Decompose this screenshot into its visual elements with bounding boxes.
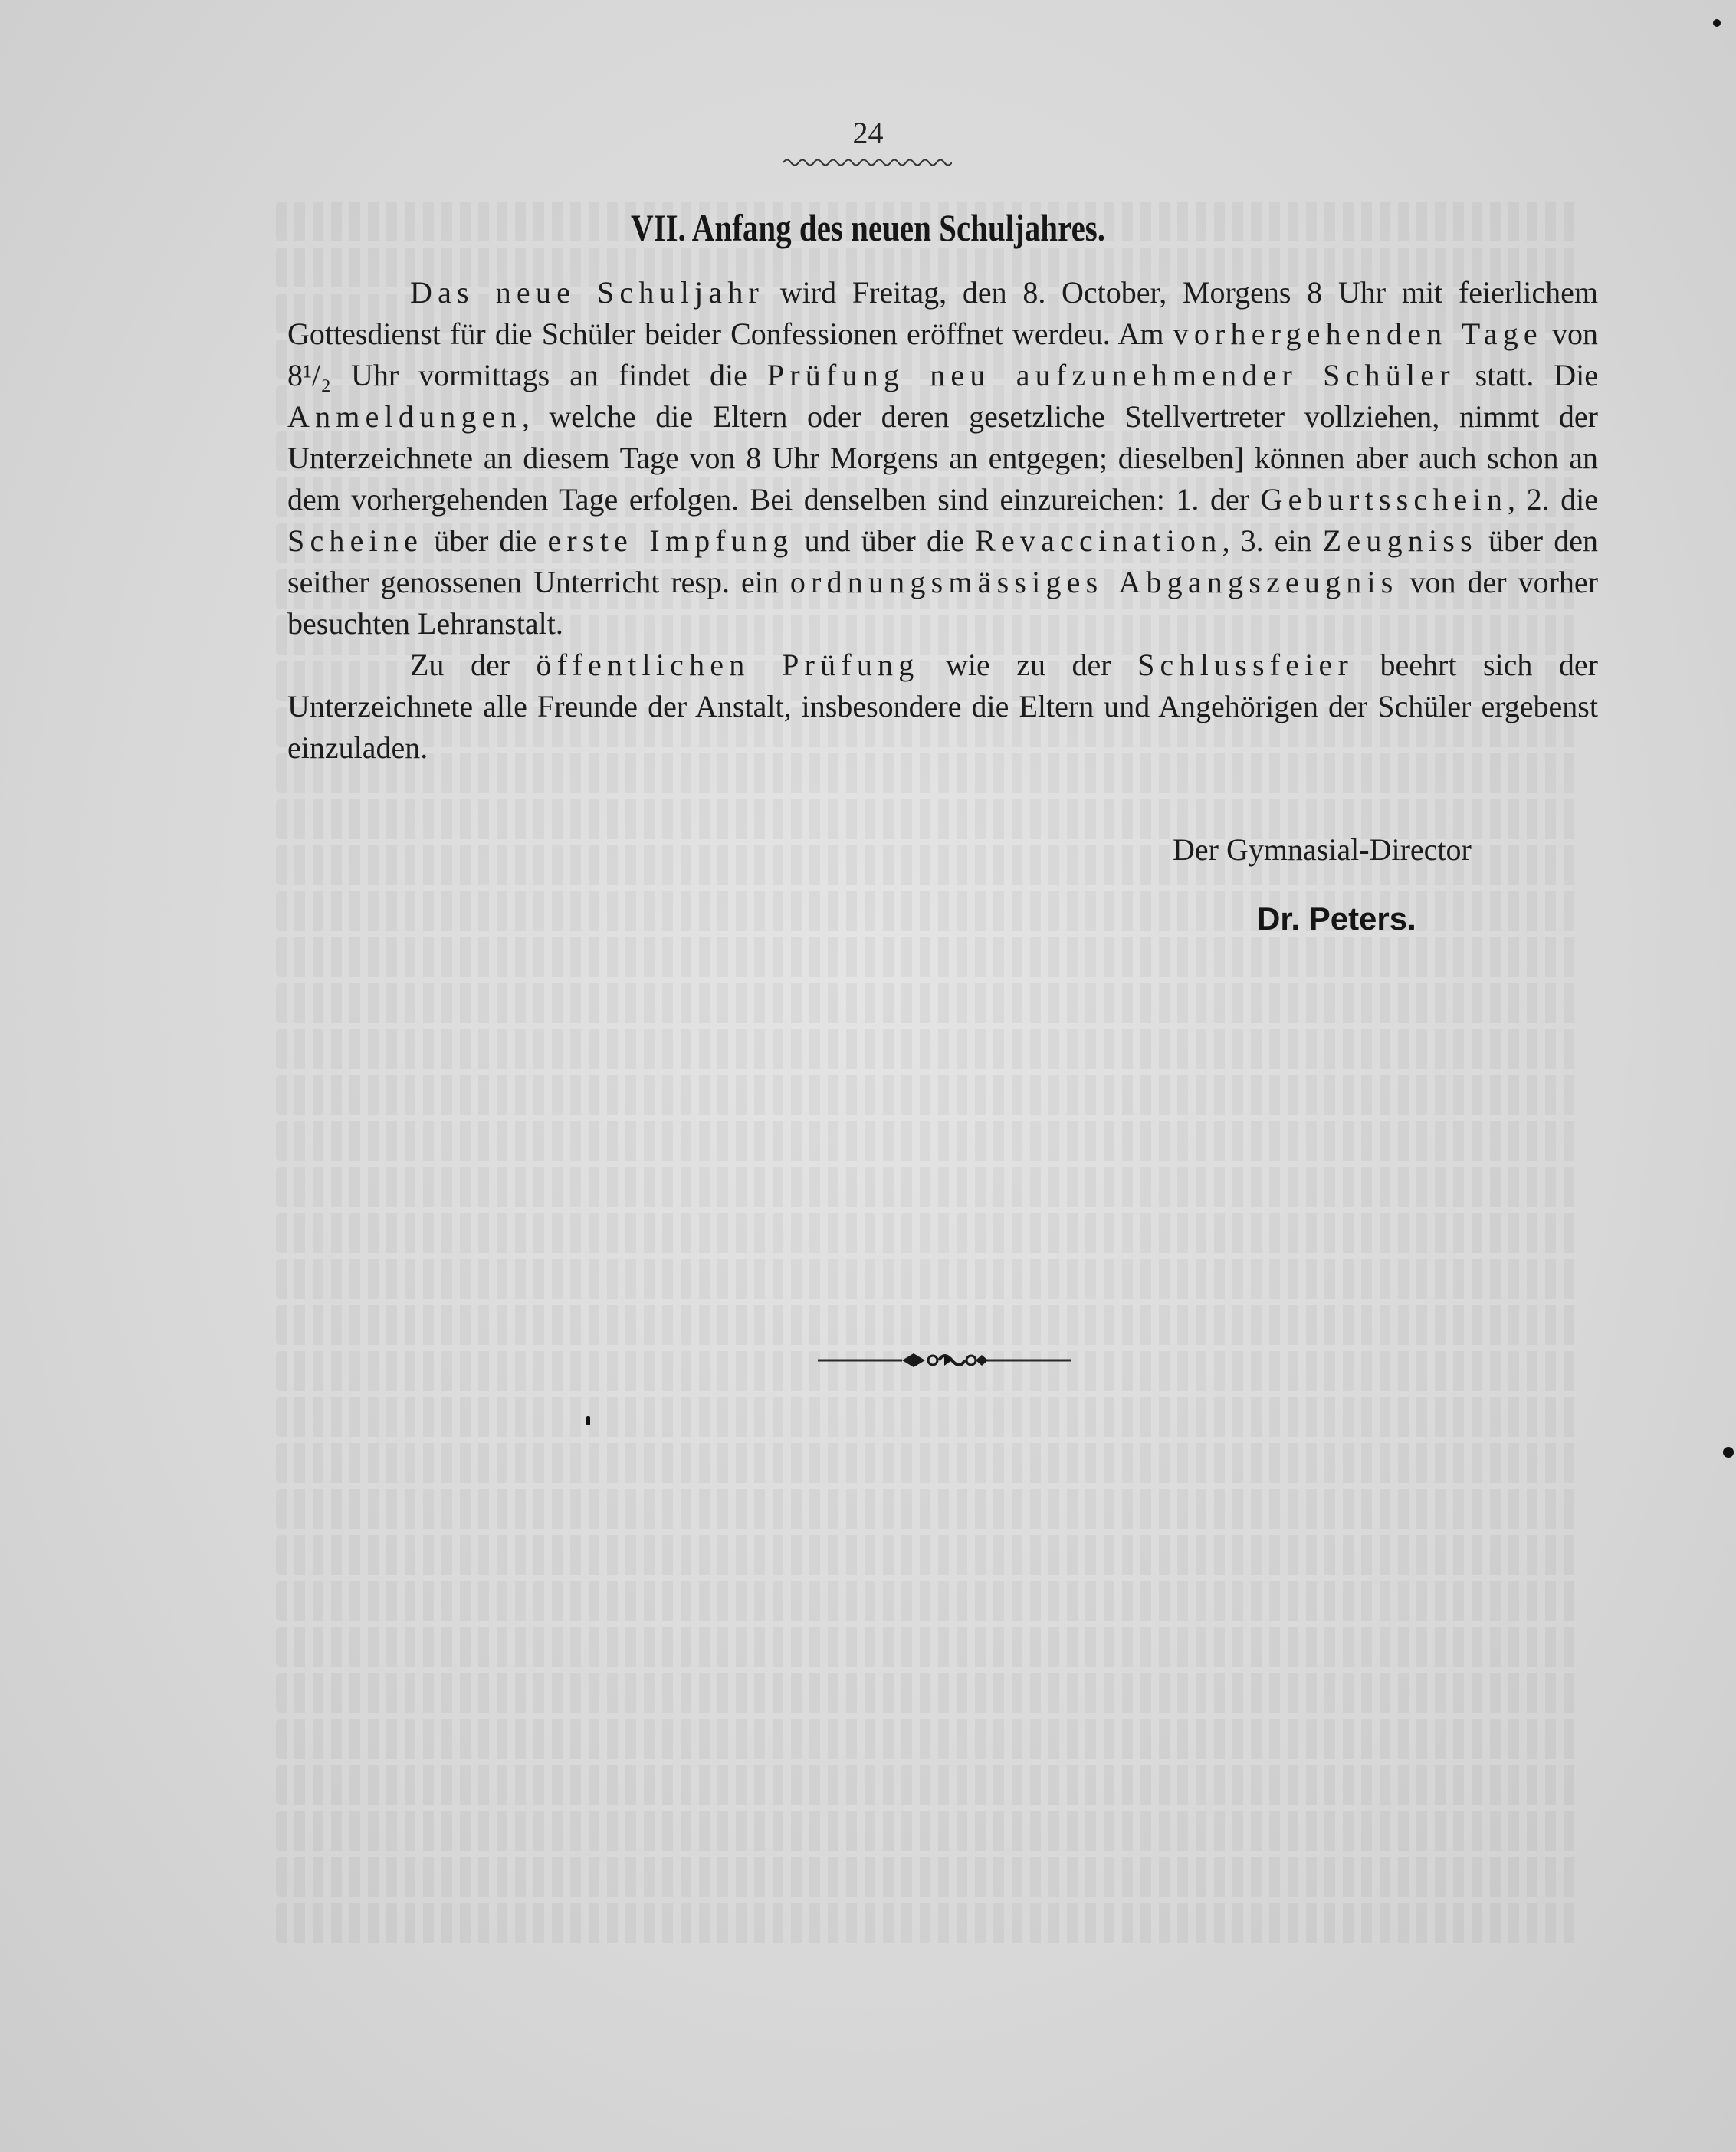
text-span: Scheine [287,523,424,558]
speck-mark [1723,1447,1734,1458]
text-span: erste Impfung [547,523,794,558]
text-span: öffentlichen Prüfung [536,648,920,682]
section-title: VII. Anfang des neuen Schuljahres. [631,206,1105,249]
text-span: , 3. ein [1222,523,1323,558]
text-span: wird Freitag, den 8. October, Morgens 8 Uhr mit feierlichem Gottesdienst für die Schüler beider Confessionen eröffnet werdeu. Am [287,275,1598,351]
signature-name: Dr. Peters. [1257,900,1416,937]
text-span: von der vorher besuchten Lehranstalt. [287,565,1599,641]
ornamental-divider [818,1349,1071,1372]
text-span: und über die [793,523,976,558]
wavy-rule-decoration [783,157,952,168]
paragraph-school-year [287,272,1598,645]
speck-mark [1713,19,1721,27]
page-number: 24 [852,116,884,150]
text-span: Revaccination [975,523,1222,558]
text-span: Geburtsschein [1260,482,1508,517]
text-span: , 2. die [1508,482,1598,517]
text-span: beehrt sich der Unterzeichnete alle Freunde der Anstalt, insbesondere die Eltern und Angehörigen der Schüler ergebenst einzuladen. [287,648,1598,765]
text-span: Zu der [410,648,537,682]
text-span: über den seither genossenen Unterricht resp. ein [287,523,1598,599]
paragraph-invitation [287,645,1598,769]
text-span: von 8¹/₂ Uhr vormittags an findet die [287,317,1598,392]
text-span: Schlussfeier [1137,648,1354,682]
text-span: statt. Die [1455,358,1598,392]
text-span: Zeugniss [1322,523,1478,558]
signature-title: Der Gymnasial-Director [1173,832,1472,867]
speck-mark [586,1416,590,1425]
text-span: vorhergehenden Tage [1173,317,1543,351]
text-span: über die [423,523,548,558]
text-span: , welche die Eltern oder deren gesetzliche Stellvertreter vollziehen, nimmt der Unterzeichnete an diesem Tage von 8 Uhr Morgens an entgegen; dieselben] können aber auch schon an dem vorhergehenden Tage erfolgen. Bei denselben sind einzureichen: 1. der [287,399,1598,517]
text-span: Das neue Schuljahr [410,275,765,310]
text-span: ordnungsmässiges Abgangszeugnis [789,565,1399,599]
text-span: Prüfung neu aufzunehmender Schüler [766,358,1455,392]
text-span: wie zu der [919,648,1138,682]
body-text [287,272,1598,769]
text-span: Anmeldungen [287,399,522,434]
